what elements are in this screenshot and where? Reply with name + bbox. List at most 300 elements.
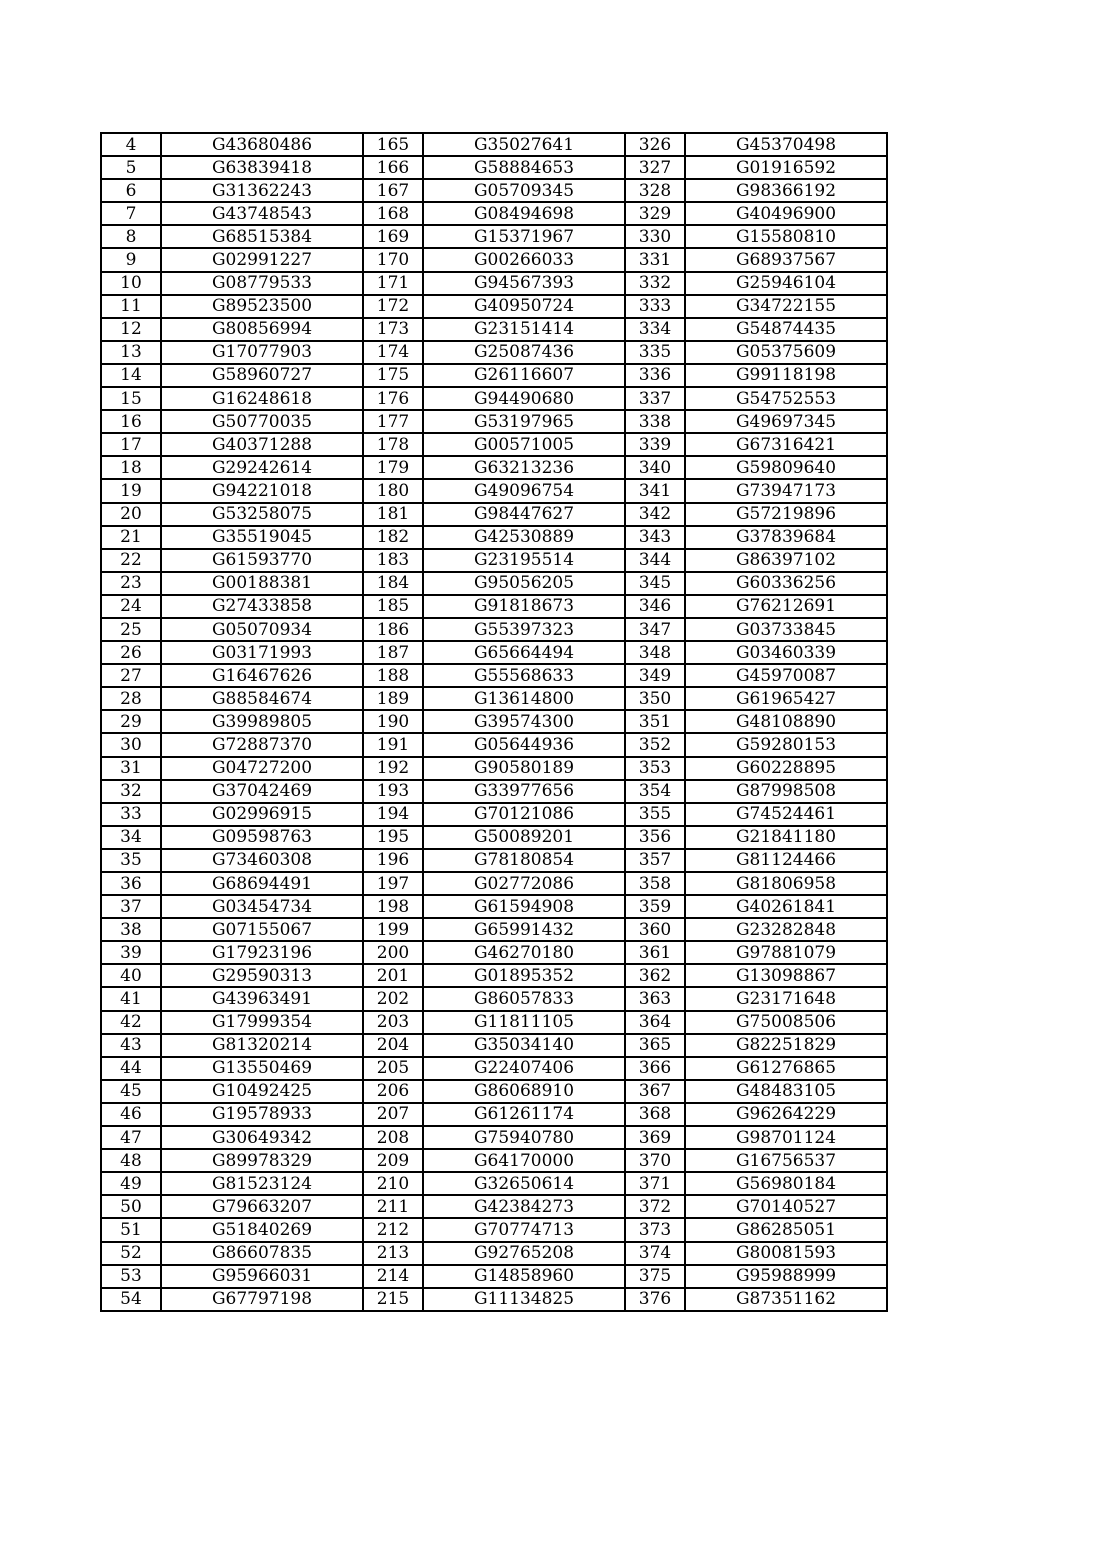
row-number-cell: 42: [101, 1011, 161, 1034]
row-code-cell: G31362243: [161, 179, 363, 202]
row-code-cell: G35027641: [423, 133, 625, 156]
table-row: [101, 1011, 887, 1034]
table-row: [101, 364, 887, 387]
row-code-cell: G95988999: [685, 1265, 887, 1288]
row-number-cell: 334: [625, 318, 685, 341]
row-number-cell: 358: [625, 872, 685, 895]
row-code-cell: G60228895: [685, 757, 887, 780]
row-number-cell: 185: [363, 595, 423, 618]
row-number-cell: 354: [625, 780, 685, 803]
row-code-cell: G40496900: [685, 202, 887, 225]
row-code-cell: G96264229: [685, 1103, 887, 1126]
row-number-cell: 177: [363, 410, 423, 433]
row-code-cell: G27433858: [161, 595, 363, 618]
row-code-cell: G15371967: [423, 225, 625, 248]
row-number-cell: 331: [625, 248, 685, 271]
row-number-cell: 165: [363, 133, 423, 156]
row-code-cell: G65991432: [423, 918, 625, 941]
row-code-cell: G59809640: [685, 456, 887, 479]
table-row: [101, 1057, 887, 1080]
row-number-cell: 203: [363, 1011, 423, 1034]
table-row: [101, 549, 887, 572]
table-row: [101, 964, 887, 987]
table-row: [101, 826, 887, 849]
row-code-cell: G61276865: [685, 1057, 887, 1080]
row-number-cell: 333: [625, 295, 685, 318]
table-row: [101, 1265, 887, 1288]
row-number-cell: 31: [101, 757, 161, 780]
row-code-cell: G35034140: [423, 1034, 625, 1057]
row-code-cell: G72887370: [161, 733, 363, 756]
row-number-cell: 215: [363, 1288, 423, 1311]
table-row: [101, 872, 887, 895]
row-number-cell: 173: [363, 318, 423, 341]
row-number-cell: 201: [363, 964, 423, 987]
row-number-cell: 198: [363, 895, 423, 918]
row-code-cell: G54752553: [685, 387, 887, 410]
row-code-cell: G25087436: [423, 341, 625, 364]
table-row: [101, 225, 887, 248]
table-row: [101, 895, 887, 918]
row-number-cell: 29: [101, 710, 161, 733]
table-row: [101, 687, 887, 710]
row-number-cell: 365: [625, 1034, 685, 1057]
row-code-cell: G90580189: [423, 757, 625, 780]
row-code-cell: G23171648: [685, 987, 887, 1010]
table-row: [101, 757, 887, 780]
row-number-cell: 370: [625, 1149, 685, 1172]
row-number-cell: 4: [101, 133, 161, 156]
row-code-cell: G70121086: [423, 803, 625, 826]
row-number-cell: 348: [625, 641, 685, 664]
row-number-cell: 369: [625, 1126, 685, 1149]
row-number-cell: 210: [363, 1172, 423, 1195]
row-number-cell: 191: [363, 733, 423, 756]
row-code-cell: G87351162: [685, 1288, 887, 1311]
row-code-cell: G37042469: [161, 780, 363, 803]
row-code-cell: G30649342: [161, 1126, 363, 1149]
table-row: [101, 641, 887, 664]
row-number-cell: 347: [625, 618, 685, 641]
row-number-cell: 338: [625, 410, 685, 433]
row-number-cell: 22: [101, 549, 161, 572]
row-code-cell: G11134825: [423, 1288, 625, 1311]
row-code-cell: G17923196: [161, 941, 363, 964]
row-number-cell: 169: [363, 225, 423, 248]
table-row: [101, 710, 887, 733]
row-code-cell: G34722155: [685, 295, 887, 318]
row-number-cell: 375: [625, 1265, 685, 1288]
row-number-cell: 6: [101, 179, 161, 202]
row-code-cell: G70140527: [685, 1195, 887, 1218]
table-row: [101, 941, 887, 964]
row-code-cell: G43680486: [161, 133, 363, 156]
row-number-cell: 38: [101, 918, 161, 941]
row-code-cell: G19578933: [161, 1103, 363, 1126]
row-number-cell: 208: [363, 1126, 423, 1149]
row-code-cell: G49697345: [685, 410, 887, 433]
row-code-cell: G70774713: [423, 1218, 625, 1241]
row-number-cell: 176: [363, 387, 423, 410]
row-code-cell: G03733845: [685, 618, 887, 641]
row-number-cell: 350: [625, 687, 685, 710]
row-code-cell: G86397102: [685, 549, 887, 572]
row-code-cell: G86068910: [423, 1080, 625, 1103]
row-code-cell: G98366192: [685, 179, 887, 202]
row-code-cell: G17999354: [161, 1011, 363, 1034]
table-row: [101, 133, 887, 156]
row-number-cell: 214: [363, 1265, 423, 1288]
row-code-cell: G16467626: [161, 664, 363, 687]
row-code-cell: G94490680: [423, 387, 625, 410]
row-number-cell: 16: [101, 410, 161, 433]
row-code-cell: G53258075: [161, 503, 363, 526]
row-code-cell: G22407406: [423, 1057, 625, 1080]
table-row: [101, 179, 887, 202]
row-code-cell: G39574300: [423, 710, 625, 733]
row-code-cell: G01916592: [685, 156, 887, 179]
row-code-cell: G29590313: [161, 964, 363, 987]
row-code-cell: G86607835: [161, 1242, 363, 1265]
table-row: [101, 526, 887, 549]
table-row: [101, 272, 887, 295]
row-number-cell: 362: [625, 964, 685, 987]
row-number-cell: 359: [625, 895, 685, 918]
row-code-cell: G79663207: [161, 1195, 363, 1218]
row-code-cell: G03171993: [161, 641, 363, 664]
row-number-cell: 48: [101, 1149, 161, 1172]
row-code-cell: G61594908: [423, 895, 625, 918]
row-code-cell: G02772086: [423, 872, 625, 895]
row-number-cell: 11: [101, 295, 161, 318]
row-code-cell: G43748543: [161, 202, 363, 225]
table-row: [101, 918, 887, 941]
row-code-cell: G97881079: [685, 941, 887, 964]
row-code-cell: G76212691: [685, 595, 887, 618]
row-number-cell: 336: [625, 364, 685, 387]
row-number-cell: 21: [101, 526, 161, 549]
row-number-cell: 182: [363, 526, 423, 549]
row-number-cell: 335: [625, 341, 685, 364]
table-row: [101, 1288, 887, 1311]
row-number-cell: 197: [363, 872, 423, 895]
row-number-cell: 328: [625, 179, 685, 202]
row-code-cell: G11811105: [423, 1011, 625, 1034]
row-number-cell: 361: [625, 941, 685, 964]
table-row: [101, 664, 887, 687]
row-number-cell: 193: [363, 780, 423, 803]
row-number-cell: 18: [101, 456, 161, 479]
row-number-cell: 10: [101, 272, 161, 295]
row-code-cell: G88584674: [161, 687, 363, 710]
row-code-cell: G01895352: [423, 964, 625, 987]
row-code-cell: G45970087: [685, 664, 887, 687]
row-number-cell: 46: [101, 1103, 161, 1126]
table-row: [101, 987, 887, 1010]
row-code-cell: G48108890: [685, 710, 887, 733]
row-code-cell: G87998508: [685, 780, 887, 803]
row-code-cell: G58960727: [161, 364, 363, 387]
row-number-cell: 20: [101, 503, 161, 526]
row-code-cell: G75940780: [423, 1126, 625, 1149]
row-number-cell: 363: [625, 987, 685, 1010]
row-number-cell: 211: [363, 1195, 423, 1218]
row-code-cell: G59280153: [685, 733, 887, 756]
row-number-cell: 175: [363, 364, 423, 387]
table-row: [101, 1103, 887, 1126]
row-number-cell: 19: [101, 479, 161, 502]
row-number-cell: 368: [625, 1103, 685, 1126]
row-number-cell: 171: [363, 272, 423, 295]
row-code-cell: G21841180: [685, 826, 887, 849]
row-number-cell: 343: [625, 526, 685, 549]
row-number-cell: 353: [625, 757, 685, 780]
row-number-cell: 194: [363, 803, 423, 826]
table-body: [101, 133, 887, 1311]
row-code-cell: G64170000: [423, 1149, 625, 1172]
row-number-cell: 51: [101, 1218, 161, 1241]
table-row: [101, 387, 887, 410]
row-number-cell: 180: [363, 479, 423, 502]
row-number-cell: 7: [101, 202, 161, 225]
row-number-cell: 213: [363, 1242, 423, 1265]
row-number-cell: 373: [625, 1218, 685, 1241]
row-code-cell: G68515384: [161, 225, 363, 248]
row-code-cell: G95056205: [423, 572, 625, 595]
table-row: [101, 1242, 887, 1265]
row-code-cell: G89523500: [161, 295, 363, 318]
row-code-cell: G73947173: [685, 479, 887, 502]
row-code-cell: G98701124: [685, 1126, 887, 1149]
row-code-cell: G55568633: [423, 664, 625, 687]
row-code-cell: G63839418: [161, 156, 363, 179]
row-number-cell: 192: [363, 757, 423, 780]
table-row: [101, 733, 887, 756]
table-row: [101, 1080, 887, 1103]
row-code-cell: G61593770: [161, 549, 363, 572]
row-code-cell: G78180854: [423, 849, 625, 872]
row-code-cell: G16248618: [161, 387, 363, 410]
row-code-cell: G86057833: [423, 987, 625, 1010]
row-number-cell: 344: [625, 549, 685, 572]
row-number-cell: 376: [625, 1288, 685, 1311]
row-code-cell: G05644936: [423, 733, 625, 756]
row-number-cell: 329: [625, 202, 685, 225]
row-number-cell: 337: [625, 387, 685, 410]
row-code-cell: G05375609: [685, 341, 887, 364]
row-number-cell: 332: [625, 272, 685, 295]
row-code-cell: G40371288: [161, 433, 363, 456]
row-number-cell: 53: [101, 1265, 161, 1288]
row-code-cell: G17077903: [161, 341, 363, 364]
row-number-cell: 364: [625, 1011, 685, 1034]
row-code-cell: G99118198: [685, 364, 887, 387]
row-number-cell: 39: [101, 941, 161, 964]
row-number-cell: 25: [101, 618, 161, 641]
row-number-cell: 166: [363, 156, 423, 179]
row-code-cell: G82251829: [685, 1034, 887, 1057]
table-row: [101, 849, 887, 872]
row-code-cell: G58884653: [423, 156, 625, 179]
table-row: [101, 1149, 887, 1172]
table-row: [101, 248, 887, 271]
row-number-cell: 168: [363, 202, 423, 225]
table-row: [101, 503, 887, 526]
row-number-cell: 372: [625, 1195, 685, 1218]
row-number-cell: 37: [101, 895, 161, 918]
row-code-cell: G02996915: [161, 803, 363, 826]
row-code-cell: G26116607: [423, 364, 625, 387]
table-row: [101, 202, 887, 225]
row-code-cell: G74524461: [685, 803, 887, 826]
row-number-cell: 172: [363, 295, 423, 318]
row-code-cell: G73460308: [161, 849, 363, 872]
row-number-cell: 9: [101, 248, 161, 271]
table-row: [101, 1195, 887, 1218]
table-row: [101, 1172, 887, 1195]
row-number-cell: 330: [625, 225, 685, 248]
row-number-cell: 32: [101, 780, 161, 803]
row-code-cell: G32650614: [423, 1172, 625, 1195]
row-number-cell: 27: [101, 664, 161, 687]
row-number-cell: 190: [363, 710, 423, 733]
row-code-cell: G07155067: [161, 918, 363, 941]
table-row: [101, 1034, 887, 1057]
row-number-cell: 34: [101, 826, 161, 849]
row-number-cell: 357: [625, 849, 685, 872]
row-code-cell: G15580810: [685, 225, 887, 248]
row-code-cell: G42530889: [423, 526, 625, 549]
row-number-cell: 167: [363, 179, 423, 202]
row-code-cell: G08494698: [423, 202, 625, 225]
table-row: [101, 318, 887, 341]
row-number-cell: 188: [363, 664, 423, 687]
row-code-cell: G67316421: [685, 433, 887, 456]
row-number-cell: 179: [363, 456, 423, 479]
row-code-cell: G48483105: [685, 1080, 887, 1103]
row-code-cell: G16756537: [685, 1149, 887, 1172]
table-row: [101, 572, 887, 595]
row-code-cell: G35519045: [161, 526, 363, 549]
row-number-cell: 352: [625, 733, 685, 756]
row-number-cell: 205: [363, 1057, 423, 1080]
row-number-cell: 41: [101, 987, 161, 1010]
row-number-cell: 346: [625, 595, 685, 618]
row-code-cell: G40261841: [685, 895, 887, 918]
row-number-cell: 371: [625, 1172, 685, 1195]
row-number-cell: 8: [101, 225, 161, 248]
table-row: [101, 618, 887, 641]
row-number-cell: 43: [101, 1034, 161, 1057]
row-code-cell: G95966031: [161, 1265, 363, 1288]
row-code-cell: G86285051: [685, 1218, 887, 1241]
table-row: [101, 479, 887, 502]
row-number-cell: 33: [101, 803, 161, 826]
row-number-cell: 184: [363, 572, 423, 595]
row-number-cell: 360: [625, 918, 685, 941]
row-code-cell: G25946104: [685, 272, 887, 295]
row-code-cell: G54874435: [685, 318, 887, 341]
row-code-cell: G81806958: [685, 872, 887, 895]
row-number-cell: 36: [101, 872, 161, 895]
table-row: [101, 1218, 887, 1241]
row-number-cell: 341: [625, 479, 685, 502]
row-code-cell: G61965427: [685, 687, 887, 710]
row-code-cell: G89978329: [161, 1149, 363, 1172]
row-number-cell: 26: [101, 641, 161, 664]
row-code-cell: G43963491: [161, 987, 363, 1010]
row-number-cell: 209: [363, 1149, 423, 1172]
row-code-cell: G51840269: [161, 1218, 363, 1241]
row-code-cell: G94567393: [423, 272, 625, 295]
row-number-cell: 340: [625, 456, 685, 479]
row-number-cell: 45: [101, 1080, 161, 1103]
row-number-cell: 195: [363, 826, 423, 849]
table-row: [101, 295, 887, 318]
row-code-cell: G56980184: [685, 1172, 887, 1195]
row-number-cell: 15: [101, 387, 161, 410]
row-number-cell: 212: [363, 1218, 423, 1241]
row-number-cell: 206: [363, 1080, 423, 1103]
row-number-cell: 49: [101, 1172, 161, 1195]
row-code-cell: G00188381: [161, 572, 363, 595]
row-number-cell: 28: [101, 687, 161, 710]
row-code-cell: G05070934: [161, 618, 363, 641]
table-row: [101, 1126, 887, 1149]
row-number-cell: 355: [625, 803, 685, 826]
row-number-cell: 202: [363, 987, 423, 1010]
row-code-cell: G81523124: [161, 1172, 363, 1195]
row-code-cell: G23151414: [423, 318, 625, 341]
row-number-cell: 366: [625, 1057, 685, 1080]
row-number-cell: 374: [625, 1242, 685, 1265]
row-number-cell: 189: [363, 687, 423, 710]
table-row: [101, 456, 887, 479]
row-code-cell: G50089201: [423, 826, 625, 849]
table-row: [101, 803, 887, 826]
row-number-cell: 327: [625, 156, 685, 179]
row-code-cell: G80856994: [161, 318, 363, 341]
row-number-cell: 339: [625, 433, 685, 456]
row-number-cell: 367: [625, 1080, 685, 1103]
table-row: [101, 410, 887, 433]
table-row: [101, 595, 887, 618]
row-code-cell: G81124466: [685, 849, 887, 872]
row-code-cell: G00571005: [423, 433, 625, 456]
row-number-cell: 14: [101, 364, 161, 387]
table-row: [101, 156, 887, 179]
row-code-cell: G45370498: [685, 133, 887, 156]
row-number-cell: 13: [101, 341, 161, 364]
row-number-cell: 183: [363, 549, 423, 572]
row-code-cell: G03460339: [685, 641, 887, 664]
row-code-cell: G94221018: [161, 479, 363, 502]
row-number-cell: 23: [101, 572, 161, 595]
row-code-cell: G33977656: [423, 780, 625, 803]
row-code-cell: G10492425: [161, 1080, 363, 1103]
row-code-cell: G23195514: [423, 549, 625, 572]
row-code-cell: G61261174: [423, 1103, 625, 1126]
row-code-cell: G13550469: [161, 1057, 363, 1080]
row-number-cell: 40: [101, 964, 161, 987]
table-row: [101, 341, 887, 364]
row-code-cell: G46270180: [423, 941, 625, 964]
row-number-cell: 342: [625, 503, 685, 526]
row-number-cell: 5: [101, 156, 161, 179]
row-code-cell: G37839684: [685, 526, 887, 549]
row-code-cell: G13098867: [685, 964, 887, 987]
row-code-cell: G75008506: [685, 1011, 887, 1034]
